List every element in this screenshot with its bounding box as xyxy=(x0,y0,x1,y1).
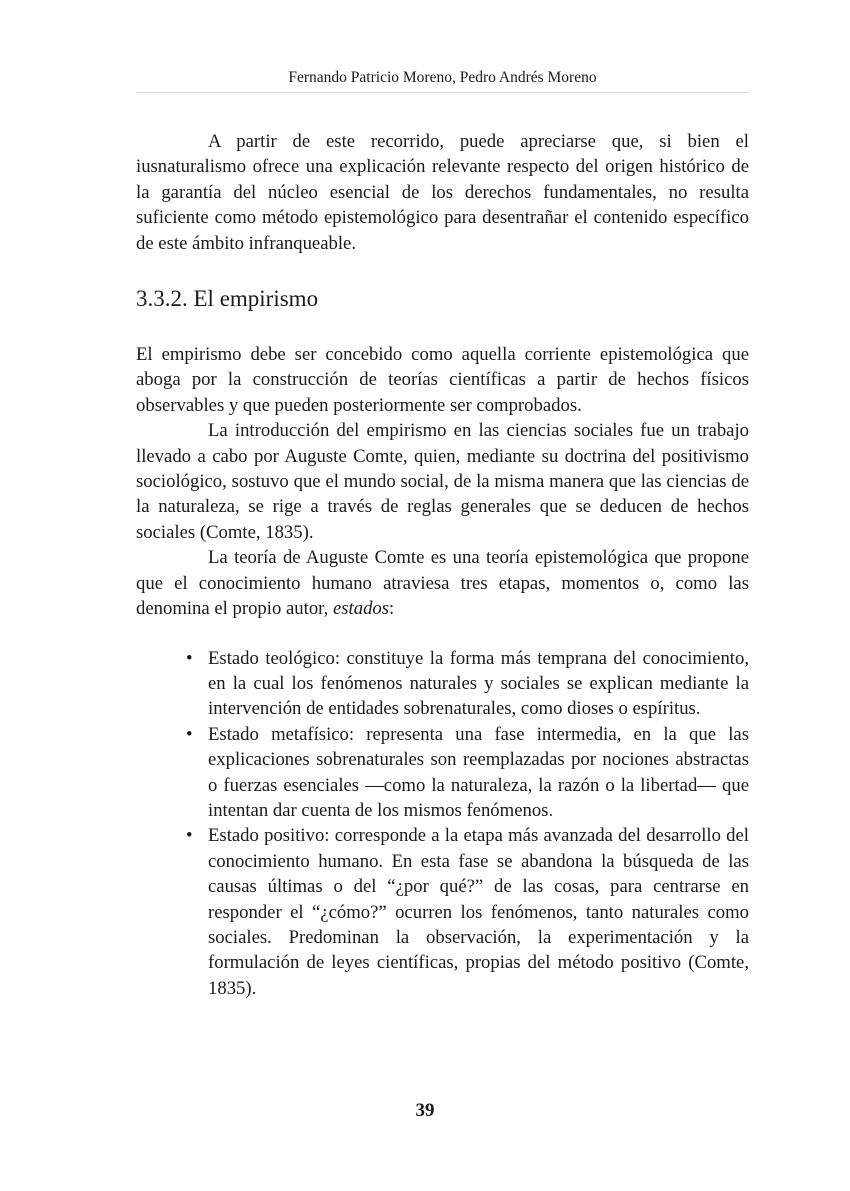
section-heading: 3.3.2. El empirismo xyxy=(136,286,319,312)
bullet-icon: • xyxy=(186,825,193,847)
paragraph-text: La teoría de Auguste Comte es una teoría epistemológica que propone que el conocimiento humano atraviesa tres etapas, momentos o, como las denomina el propio autor, xyxy=(136,547,749,620)
paragraph xyxy=(136,545,749,621)
paragraph: A partir de este recorrido, puede apreciarse que, si bien el iusnaturalismo ofrece una explicación relevante respecto del origen histórico de la garantía del núcleo esencial de los derechos fundamentales, no resulta suficiente como método epistemológico para desentrañar el contenido específico de este ámbito infranqueable. xyxy=(136,131,749,254)
paragraph-punctuation: : xyxy=(389,598,395,620)
running-header-title: Fernando Patricio Moreno, Pedro Andrés Moreno xyxy=(288,69,597,86)
states-list xyxy=(136,646,749,1002)
bullet-icon: • xyxy=(186,647,193,669)
list-item xyxy=(186,722,749,824)
running-header xyxy=(136,66,749,93)
bullet-icon: • xyxy=(186,723,193,745)
page-number: 39 xyxy=(415,1100,435,1121)
paragraph: La introducción del empirismo en las ciencias sociales fue un trabajo llevado a cabo por Auguste Comte, quien, mediante su doctrina del positivismo sociológico, sostuvo que el mundo social, de la misma manera que las ciencias de la naturaleza, se rige a través de reglas generales que se deducen de hechos sociales (Comte, 1835). xyxy=(136,420,749,543)
list-item-text: Estado metafísico: representa una fase intermedia, en la que las explicaciones sobrenaturales son reemplazadas por nociones abstractas o fuerzas esenciales —como la naturaleza, la razón o la libertad— que intentan dar cuenta de los mismos fenómenos. xyxy=(208,723,749,821)
list-item xyxy=(186,823,749,1001)
list-item xyxy=(186,646,749,722)
paragraph: El empirismo debe ser concebido como aquella corriente epistemológica que aboga por la construcción de teorías científicas a partir de hechos físicos observables y que pueden posteriormente ser comprobados. xyxy=(136,344,749,416)
list-item-text: Estado teológico: constituye la forma más temprana del conocimiento, en la cual los fenómenos naturales y sociales se explican mediante la intervención de entidades sobrenaturales, como dioses o espíritus. xyxy=(208,647,749,720)
list-item-text: Estado positivo: corresponde a la etapa más avanzada del desarrollo del conocimiento humano. En esta fase se abandona la búsqueda de las causas últimas o del “¿por qué?” de las cosas, para centrarse en responder el “¿cómo?” ocurren los fenómenos, tanto naturales como sociales. Predominan la observación, la experimentación y la formulación de leyes científicas, propias del método positivo (Comte, 1835). xyxy=(208,825,749,999)
italic-term: estados xyxy=(332,598,390,620)
page-body xyxy=(136,129,749,1001)
